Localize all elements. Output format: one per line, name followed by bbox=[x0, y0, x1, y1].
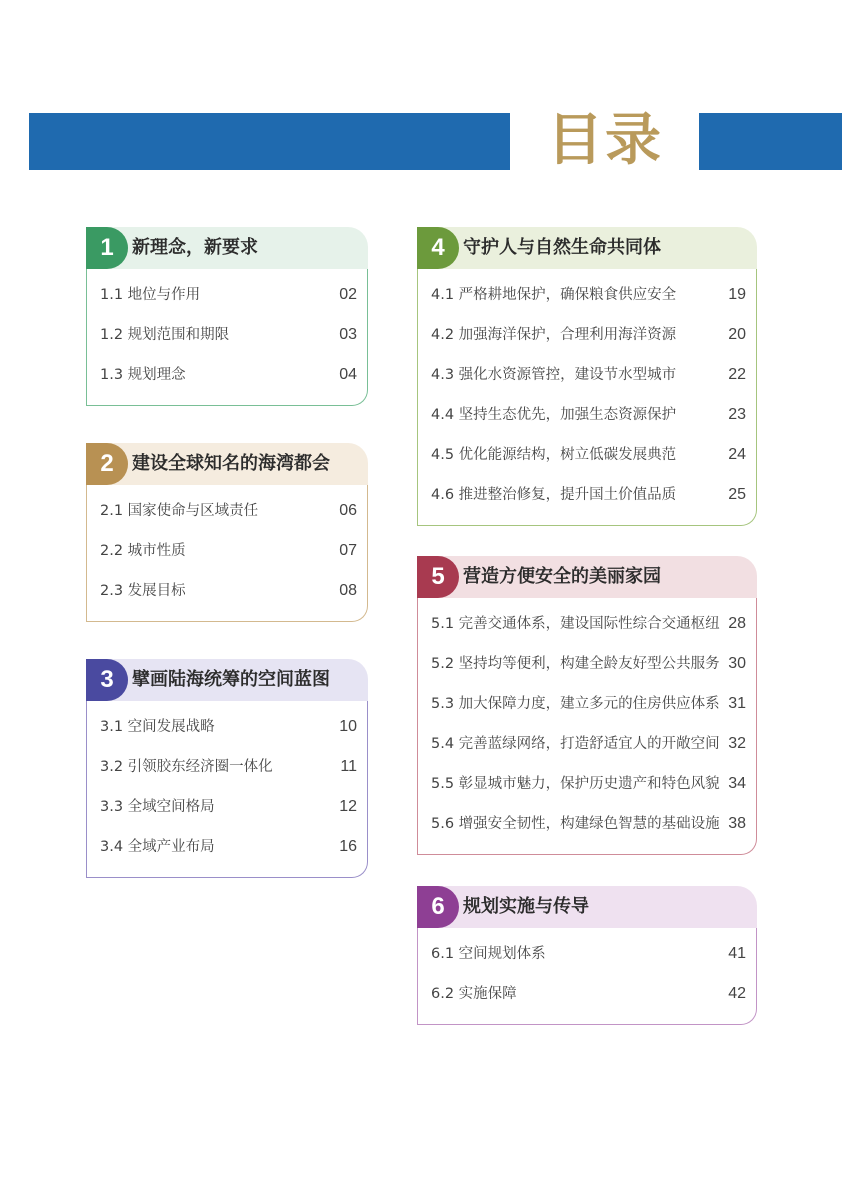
toc-item-page: 30 bbox=[728, 655, 746, 672]
toc-item-page: 28 bbox=[728, 615, 746, 632]
toc-item-label: 5.6 增强安全韧性，构建绿色智慧的基础设施 bbox=[431, 816, 720, 832]
toc-item-page: 25 bbox=[728, 486, 746, 503]
toc-item[interactable] bbox=[418, 475, 756, 515]
toc-item-label: 6.1 空间规划体系 bbox=[431, 946, 546, 962]
toc-item-page: 04 bbox=[339, 366, 357, 383]
toc-item[interactable] bbox=[87, 315, 367, 355]
toc-section-6 bbox=[417, 886, 757, 1025]
toc-item[interactable] bbox=[418, 974, 756, 1014]
section-number: 4 bbox=[417, 227, 459, 269]
toc-item-label: 4.2 加强海洋保护，合理利用海洋资源 bbox=[431, 327, 677, 343]
toc-item[interactable] bbox=[418, 315, 756, 355]
toc-section-4 bbox=[417, 227, 757, 526]
toc-item-label: 2.1 国家使命与区域责任 bbox=[100, 503, 259, 519]
toc-item[interactable] bbox=[87, 747, 367, 787]
toc-item-page: 20 bbox=[728, 326, 746, 343]
section-title: 守护人与自然生命共同体 bbox=[463, 237, 661, 258]
toc-item-label: 1.3 规划理念 bbox=[100, 367, 186, 383]
section-items bbox=[417, 598, 757, 855]
toc-item-page: 12 bbox=[339, 798, 357, 815]
toc-item-page: 06 bbox=[339, 502, 357, 519]
section-title: 营造方便安全的美丽家园 bbox=[463, 566, 661, 587]
toc-item-page: 41 bbox=[728, 945, 746, 962]
toc-item-label: 5.3 加大保障力度，建立多元的住房供应体系 bbox=[431, 696, 720, 712]
toc-item-label: 1.2 规划范围和期限 bbox=[100, 327, 230, 343]
toc-item-label: 5.2 坚持均等便利，构建全龄友好型公共服务 bbox=[431, 656, 720, 672]
toc-item-label: 3.2 引领胶东经济圈一体化 bbox=[100, 759, 273, 775]
toc-item[interactable] bbox=[418, 764, 756, 804]
toc-item-page: 34 bbox=[728, 775, 746, 792]
section-title: 新理念，新要求 bbox=[132, 237, 258, 258]
toc-item-page: 32 bbox=[728, 735, 746, 752]
toc-item[interactable] bbox=[87, 531, 367, 571]
section-number: 6 bbox=[417, 886, 459, 928]
toc-item[interactable] bbox=[87, 275, 367, 315]
toc-item-page: 16 bbox=[339, 838, 357, 855]
section-number: 3 bbox=[86, 659, 128, 701]
section-header[interactable] bbox=[86, 659, 368, 701]
toc-item-page: 24 bbox=[728, 446, 746, 463]
toc-item[interactable] bbox=[418, 934, 756, 974]
toc-item[interactable] bbox=[87, 571, 367, 611]
page-title: 目录 bbox=[547, 108, 663, 173]
toc-item-page: 23 bbox=[728, 406, 746, 423]
section-number: 5 bbox=[417, 556, 459, 598]
toc-item-label: 3.4 全域产业布局 bbox=[100, 839, 215, 855]
toc-item-label: 1.1 地位与作用 bbox=[100, 287, 201, 303]
header-bar-right bbox=[699, 113, 842, 170]
toc-item[interactable] bbox=[418, 395, 756, 435]
toc-section-1 bbox=[86, 227, 368, 406]
toc-section-2 bbox=[86, 443, 368, 622]
section-items bbox=[86, 701, 368, 878]
section-header[interactable] bbox=[86, 443, 368, 485]
toc-item-label: 6.2 实施保障 bbox=[431, 986, 517, 1002]
section-items bbox=[417, 269, 757, 526]
toc-item[interactable] bbox=[418, 604, 756, 644]
toc-item-label: 4.3 强化水资源管控，建设节水型城市 bbox=[431, 367, 677, 383]
toc-item-label: 5.1 完善交通体系，建设国际性综合交通枢纽 bbox=[431, 616, 720, 632]
toc-item-page: 03 bbox=[339, 326, 357, 343]
toc-item-page: 11 bbox=[340, 758, 357, 775]
section-number: 1 bbox=[86, 227, 128, 269]
toc-item-page: 31 bbox=[728, 695, 746, 712]
toc-item[interactable] bbox=[418, 275, 756, 315]
section-number: 2 bbox=[86, 443, 128, 485]
section-title: 规划实施与传导 bbox=[463, 896, 589, 917]
toc-item[interactable] bbox=[418, 644, 756, 684]
toc-item-page: 08 bbox=[339, 582, 357, 599]
toc-item[interactable] bbox=[87, 787, 367, 827]
toc-item[interactable] bbox=[418, 724, 756, 764]
section-header[interactable] bbox=[417, 556, 757, 598]
section-title: 擘画陆海统筹的空间蓝图 bbox=[132, 669, 330, 690]
toc-item[interactable] bbox=[87, 355, 367, 395]
toc-item[interactable] bbox=[87, 827, 367, 867]
toc-item-label: 3.1 空间发展战略 bbox=[100, 719, 215, 735]
toc-item-label: 4.4 坚持生态优先，加强生态资源保护 bbox=[431, 407, 677, 423]
toc-item[interactable] bbox=[418, 804, 756, 844]
toc-section-5 bbox=[417, 556, 757, 855]
section-header[interactable] bbox=[417, 886, 757, 928]
section-items bbox=[86, 485, 368, 622]
toc-item[interactable] bbox=[87, 491, 367, 531]
toc-item-page: 42 bbox=[728, 985, 746, 1002]
toc-item-page: 19 bbox=[728, 286, 746, 303]
toc-item-label: 5.4 完善蓝绿网络，打造舒适宜人的开敞空间 bbox=[431, 736, 720, 752]
section-header[interactable] bbox=[86, 227, 368, 269]
section-header[interactable] bbox=[417, 227, 757, 269]
toc-item-page: 22 bbox=[728, 366, 746, 383]
toc-item-label: 4.5 优化能源结构，树立低碳发展典范 bbox=[431, 447, 677, 463]
toc-item-label: 2.3 发展目标 bbox=[100, 583, 186, 599]
toc-item-page: 07 bbox=[339, 542, 357, 559]
toc-item-label: 4.1 严格耕地保护，确保粮食供应安全 bbox=[431, 287, 677, 303]
toc-item-label: 2.2 城市性质 bbox=[100, 543, 186, 559]
toc-item-page: 38 bbox=[728, 815, 746, 832]
toc-item-label: 5.5 彰显城市魅力，保护历史遗产和特色风貌 bbox=[431, 776, 720, 792]
toc-item-page: 10 bbox=[339, 718, 357, 735]
toc-item[interactable] bbox=[418, 435, 756, 475]
toc-item[interactable] bbox=[87, 707, 367, 747]
section-title: 建设全球知名的海湾都会 bbox=[132, 453, 330, 474]
header-bar-left bbox=[29, 113, 510, 170]
toc-item[interactable] bbox=[418, 684, 756, 724]
toc-item[interactable] bbox=[418, 355, 756, 395]
toc-item-label: 3.3 全域空间格局 bbox=[100, 799, 215, 815]
section-items bbox=[86, 269, 368, 406]
toc-item-label: 4.6 推进整治修复，提升国土价值品质 bbox=[431, 487, 677, 503]
section-items bbox=[417, 928, 757, 1025]
toc-item-page: 02 bbox=[339, 286, 357, 303]
toc-section-3 bbox=[86, 659, 368, 878]
